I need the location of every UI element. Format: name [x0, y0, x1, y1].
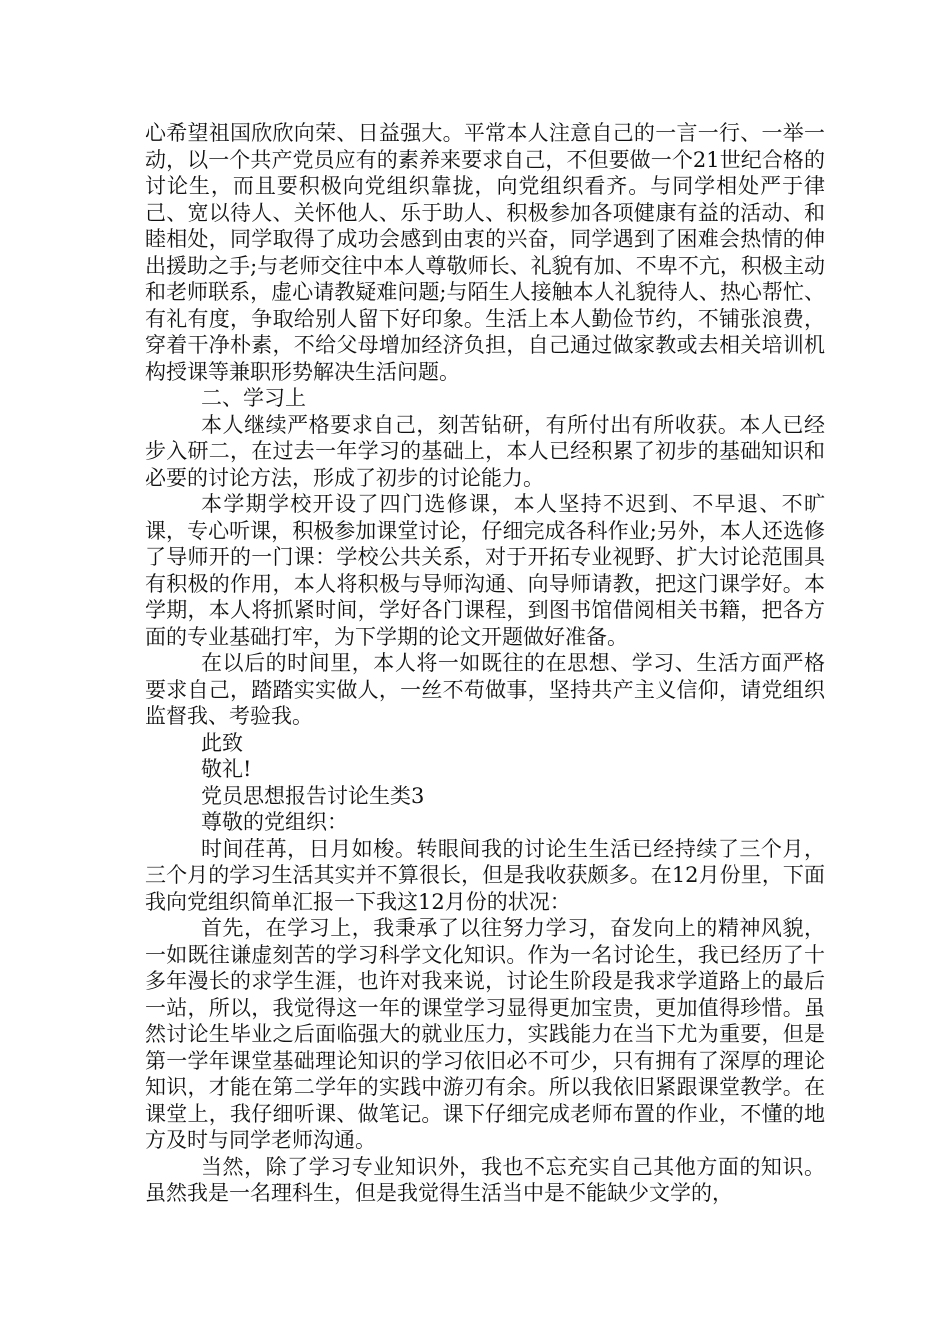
salutation-cizhi: 此致	[201, 730, 243, 755]
paragraph-life-conduct: 心希望祖国欣欣向荣、日益强大。平常本人注意自己的一言一行、一举一动，以一个共产党员应有的素养来要求自己，不但要做一个21世纪合格的讨论生，而且要积极向党组织靠拢，向党组织看齐。与同学相处严于律己、宽以待人、关怀他人、乐于助人、积极参加各项健康有益的活动、和睦相处，同学取得了成功会感到由衷的兴奋，同学遇到了困难会热情的伸出援助之手;与老师交往中本人尊敬师长、礼貌有加、不卑不亢，积极主动和老师联系，虚心请教疑难问题;与陌生人接触本人礼貌待人、热心帮忙、有礼有度，争取给别人留下好印象。生活上本人勤俭节约，不铺张浪费，穿着干净朴素，不给父母增加经济负担，自己通过做家教或去相关培训机构授课等兼职形势解决生活问题。	[145, 121, 825, 384]
section-heading-study: 二、学习上	[201, 386, 306, 410]
greeting: 尊敬的党组织：	[201, 810, 348, 834]
paragraph-first-study: 首先，在学习上，我秉承了以往努力学习，奋发向上的精神风貌，一如既往谦虚刻苦的学习科学文化知识。作为一名讨论生，我已经历了十多年漫长的求学生涯，也许对我来说，讨论生阶段是我求学道路上的最后一站，所以，我觉得这一年的课堂学习显得更加宝贵，更加值得珍惜。虽然讨论生毕业之后面临强大的就业压力，实践能力在当下尤为重要，但是第一学年课堂基础理论知识的学习依旧必不可少，只有拥有了深厚的理论知识，才能在第二学年的实践中游刃有余。所以我依旧紧跟课堂教学。在课堂上，我仔细听课、做笔记。课下仔细完成老师布置的作业，不懂的地方及时与同学老师沟通。	[145, 916, 825, 1152]
paragraph-courses: 本学期学校开设了四门选修课，本人坚持不迟到、不早退、不旷课，专心听课，积极参加课堂讨论，仔细完成各科作业;另外，本人还选修了导师开的一门课：学校公共关系，对于开拓专业视野、扩大讨论范围具有积极的作用，本人将积极与导师沟通、向导师请教，把这门课学好。本学期，本人将抓紧时间，学好各门课程，到图书馆借阅相关书籍，把各方面的专业基础打牢，为下学期的论文开题做好准备。	[145, 492, 825, 649]
paragraph-other-knowledge: 当然，除了学习专业知识外，我也不忘充实自己其他方面的知识。虽然我是一名理科生，但是我觉得生活当中是不能缺少文学的，	[145, 1154, 825, 1205]
document-body	[145, 120, 825, 1207]
paragraph-closing-pledge: 在以后的时间里，本人将一如既往的在思想、学习、生活方面严格要求自己，踏踏实实做人，一丝不苟做事，坚持共产主义信仰，请党组织监督我、考验我。	[145, 651, 825, 728]
paragraph-time-passes: 时间荏苒，日月如梭。转眼间我的讨论生生活已经持续了三个月，三个月的学习生活其实并不算很长，但是我收获颇多。在12月份里，下面我向党组织简单汇报一下我这12月份的状况：	[145, 836, 825, 914]
salutation-jingli: 敬礼!	[201, 757, 252, 781]
report-title: 党员思想报告讨论生类3	[201, 783, 425, 808]
paragraph-study-intro: 本人继续严格要求自己，刻苦钻研，有所付出有所收获。本人已经步入研二，在过去一年学习的基础上，本人已经积累了初步的基础知识和必要的讨论方法，形成了初步的讨论能力。	[145, 412, 825, 490]
